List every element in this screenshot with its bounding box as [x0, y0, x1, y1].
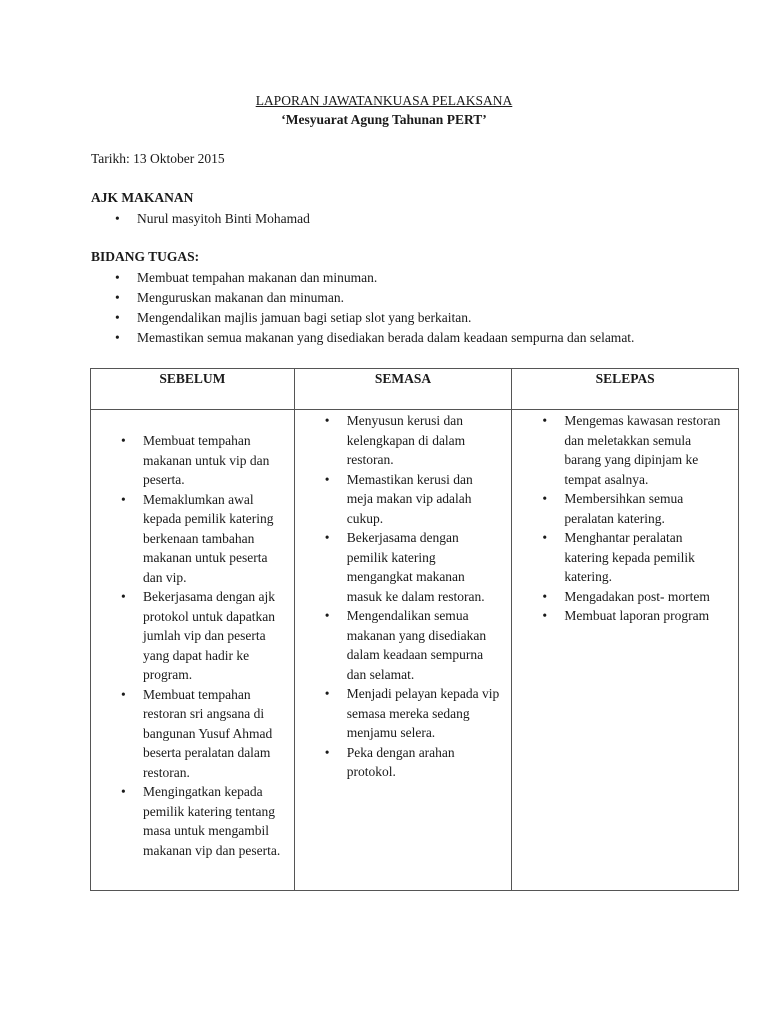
list-item: [542, 411, 730, 489]
list-item: [121, 490, 284, 588]
list-item: [121, 431, 284, 490]
cell-selepas: [512, 410, 739, 891]
list-item: [542, 528, 730, 587]
item-text: Menyusun kerusi dan kelengkapan di dalam restoran.: [346, 413, 466, 467]
member-name: Nurul masyitoh Binti Mohamad: [137, 211, 310, 226]
bullet-icon: •: [121, 589, 126, 604]
bullet-icon: •: [324, 471, 330, 487]
item-text: Mengingatkan kepada pemilik katering tentang masa untuk mengambil makanan vip dan peserta.: [143, 784, 281, 858]
list-item: [115, 268, 667, 288]
bullet-icon: •: [324, 686, 330, 701]
bullet-icon: •: [542, 530, 548, 545]
task-text: Membuat tempahan makanan dan minuman.: [137, 270, 378, 285]
bullet-icon: •: [115, 270, 120, 285]
item-text: Bekerjasama dengan pemilik katering mengangkat makanan masuk ke dalam restoran.: [346, 530, 485, 604]
list-item: [324, 684, 502, 743]
list-item: [121, 782, 284, 860]
table-header-row: [91, 369, 739, 410]
task-text: Menguruskan makanan dan minuman.: [137, 290, 344, 305]
sebelum-list: [121, 431, 284, 860]
list-item: [121, 685, 284, 783]
item-text: Memastikan kerusi dan meja makan vip adalah cukup.: [346, 471, 473, 526]
list-item: [115, 288, 667, 308]
bullet-icon: •: [121, 433, 126, 448]
bullet-icon: •: [115, 290, 120, 305]
bullet-icon: •: [542, 491, 548, 506]
list-item: [115, 308, 667, 328]
list-item: [324, 743, 502, 782]
bullet-icon: •: [324, 608, 330, 623]
semasa-list: [324, 411, 502, 782]
task-text: Memastikan semua makanan yang disediakan berada dalam keadaan sempurna dan selamat.: [137, 330, 635, 345]
list-item: [121, 587, 284, 685]
selepas-list: [542, 411, 730, 626]
bullet-icon: •: [121, 491, 126, 507]
item-text: Membuat tempahan restoran sri angsana di bangunan Yusuf Ahmad beserta peralatan dalam restoran.: [143, 686, 273, 780]
date-line: Tarikh: 13 Oktober 2015: [91, 151, 225, 166]
header-semasa: SEMASA: [294, 369, 512, 410]
list-item: [324, 470, 502, 529]
ajk-member-list: [115, 209, 697, 228]
item-text: Menghantar peralatan katering kepada pemilik katering.: [564, 530, 695, 584]
item-text: Membuat tempahan makanan untuk vip dan peserta.: [143, 433, 270, 487]
document-subtitle: ‘Mesyuarat Agung Tahunan PERT’: [281, 112, 487, 127]
ajk-heading: AJK MAKANAN: [91, 190, 194, 205]
list-item: [542, 606, 730, 626]
bidang-tugas-heading: BIDANG TUGAS:: [91, 249, 200, 264]
bullet-icon: •: [324, 413, 330, 428]
item-text: Menjadi pelayan kepada vip semasa mereka sedang menjamu selera.: [346, 686, 500, 740]
cell-semasa: [294, 410, 512, 891]
task-text: Mengendalikan majlis jamuan bagi setiap slot yang berkaitan.: [137, 310, 472, 325]
list-item: [115, 209, 697, 228]
bullet-icon: •: [121, 784, 126, 799]
list-item: [324, 411, 502, 470]
bullet-icon: •: [121, 686, 126, 702]
task-table: [90, 368, 739, 891]
bullet-icon: •: [115, 211, 120, 226]
item-text: Membersihkan semua peralatan katering.: [564, 491, 684, 526]
item-text: Mengendalikan semua makanan yang disediakan dalam keadaan sempurna dan selamat.: [346, 608, 487, 682]
item-text: Membuat laporan program: [564, 608, 710, 623]
cell-sebelum: [91, 410, 295, 891]
bullet-icon: •: [542, 588, 548, 604]
table-row: [91, 410, 739, 891]
document-title: LAPORAN JAWATANKUASA PELAKSANA: [255, 93, 513, 108]
header-selepas: SELEPAS: [512, 369, 739, 410]
list-item: [115, 328, 667, 348]
list-item: [542, 489, 730, 528]
bullet-icon: •: [542, 608, 548, 623]
header-sebelum: SEBELUM: [91, 369, 295, 410]
item-text: Bekerjasama dengan ajk protokol untuk dapatkan jumlah vip dan peserta yang dapat hadir ke program.: [143, 589, 275, 682]
list-item: [324, 606, 502, 684]
list-item: [542, 587, 730, 607]
bullet-icon: •: [115, 330, 120, 345]
item-text: Memaklumkan awal kepada pemilik katering berkenaan tambahan makanan untuk peserta dan vip.: [143, 491, 274, 585]
bidang-tugas-list: [115, 268, 667, 348]
bullet-icon: •: [324, 530, 330, 545]
item-text: Peka dengan arahan protokol.: [346, 744, 455, 779]
bullet-icon: •: [542, 413, 548, 428]
item-text: Mengemas kawasan restoran dan meletakkan semula barang yang dipinjam ke tempat asalnya.: [564, 413, 721, 487]
item-text: Mengadakan post- mortem: [564, 588, 710, 604]
bullet-icon: •: [324, 744, 330, 760]
bullet-icon: •: [115, 310, 120, 325]
list-item: [324, 528, 502, 606]
